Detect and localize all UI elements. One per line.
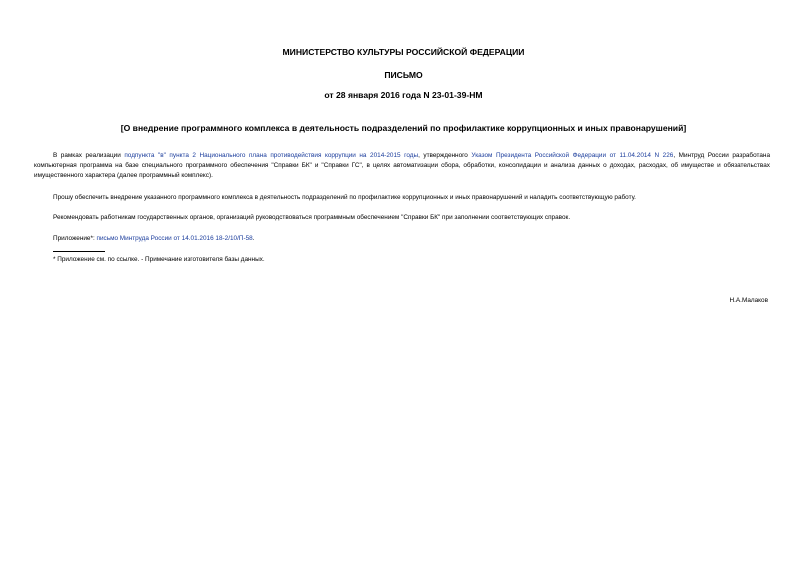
- paragraph-intro-text-1: В рамках реализации: [53, 152, 125, 159]
- national-plan-link[interactable]: подпункта "в" пункта 2 Национального плана противодействия коррупции на 2014-2015 годы: [124, 152, 419, 159]
- attachment-end: .: [252, 235, 255, 242]
- document-date-number: от 28 января 2016 года N 23-01-39-НМ: [324, 90, 483, 100]
- paragraph-recommendation: Рекомендовать работникам государственных органов, организаций руководствоваться программным обеспечением "Справки БК" при заполнении соответствующих справок.: [53, 214, 571, 221]
- attachment-label: Приложение*:: [53, 235, 97, 242]
- paragraph-intro-text-3: , Минтруд России разработана компьютерная программа на базе специального программного обеспечения "Справки БК" и "Справки ГС", в целях автоматизации сбора, обработки, консолидации и анализа данных о доходах, расходах, об имуществе и обязательствах имущественного характера (далее программный комплекс).: [34, 152, 770, 180]
- document-type: ПИСЬМО: [384, 70, 423, 80]
- paragraph-attachment: [34, 234, 770, 244]
- presidential-decree-link[interactable]: Указом Президента Российской Федерации от 11.04.2014 N 226: [471, 152, 674, 159]
- document-subject: [О внедрение программного комплекса в деятельность подразделений по профилактике коррупционных и иных правонарушений]: [120, 123, 687, 133]
- paragraph-request: Прошу обеспечить внедрение указанного программного комплекса в деятельность подразделений по профилактике коррупционных и иных правонарушений и наладить соответствующую работу.: [53, 194, 636, 201]
- paragraph-intro-text-2: , утвержденного: [418, 152, 472, 159]
- ministry-title: МИНИСТЕРСТВО КУЛЬТУРЫ РОССИЙСКОЙ ФЕДЕРАЦИИ: [282, 47, 525, 57]
- footnote-text: * Приложение см. по ссылке. - Примечание изготовителя базы данных.: [53, 256, 265, 263]
- signature-name: Н.А.Малаков: [729, 297, 768, 304]
- mintrud-letter-link[interactable]: письмо Минтруда России от 14.01.2016 18-2/10/П-58: [96, 235, 253, 242]
- footnote-divider: [53, 251, 105, 252]
- paragraph-intro: [34, 151, 770, 182]
